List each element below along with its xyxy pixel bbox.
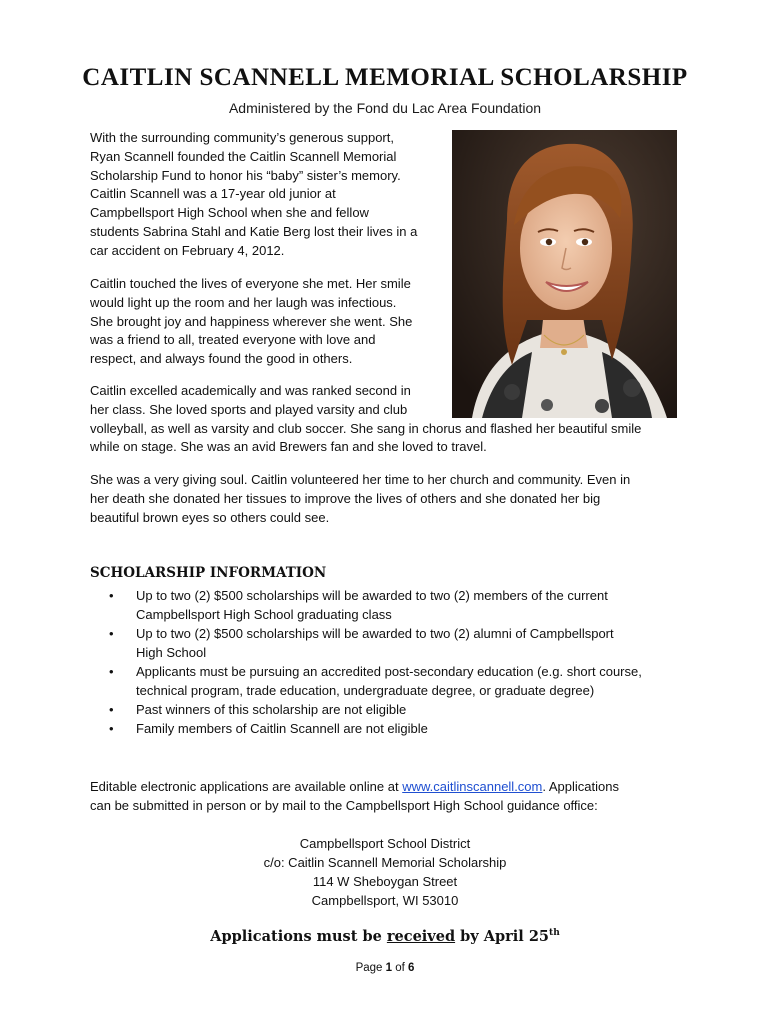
page-word: Page [355,962,386,974]
page-number [0,962,770,974]
deadline-emphasis: received [386,928,456,945]
text-line: beautiful brown eyes so others could see. [90,509,330,525]
text-line [90,778,619,797]
applications-text: . Applications [542,779,619,794]
portrait-photo-icon [452,130,677,418]
list-item [109,719,709,738]
address-line: 114 W Sheboygan Street [312,874,458,889]
mailing-address [0,834,770,910]
address-line: Campbellsport, WI 53010 [311,893,459,908]
applications-paragraph [90,778,619,816]
paragraph-founding [90,129,417,261]
text-line: car accident on February 4, 2012. [90,242,285,258]
of-word: of [392,962,409,974]
address-line: c/o: Caitlin Scannell Memorial Scholarship [263,855,507,870]
applications-text: Editable electronic applications are available online at [90,779,403,794]
paragraph-personality [90,275,412,369]
text-line: her class. She loved sports and played varsity and club [90,401,408,417]
address-line: Campbellsport School District [299,836,471,851]
text-line: Scholarship Fund to honor his “baby” sister’s memory. [90,167,401,183]
current-page: 1 [385,962,393,974]
text-line: Family members of Caitlin Scannell are not eligible [136,721,428,736]
portrait-photo [452,130,677,418]
text-line: would light up the room and her laugh was infectious. [90,294,397,310]
website-link[interactable]: www.caitlinscannell.com [402,779,543,794]
document-title: CAITLIN SCANNELL MEMORIAL SCHOLARSHIP [82,64,688,91]
deadline-superscript: th [549,928,560,939]
text-line: Campbellsport High School graduating class [136,607,392,622]
text-line: High School [136,645,207,660]
text-line: Up to two (2) $500 scholarships will be awarded to two (2) alumni of Campbellsport [136,626,614,641]
list-item [109,624,709,662]
text-line: Caitlin excelled academically and was ranked second in [90,383,411,398]
bullet-icon: • [109,588,114,603]
bullet-icon: • [109,626,114,641]
text-line: Campbellsport High School when she and fellow [90,205,369,221]
deadline-text: Applications must be [210,928,387,945]
text-line: Caitlin touched the lives of everyone she met. Her smile [90,276,411,291]
bullet-icon: • [109,702,114,717]
scholarship-info-list [109,586,709,738]
text-line: volleyball, as well as varsity and club soccer. She sang in chorus and flashed her beautiful smile [90,420,642,436]
bullet-icon: • [109,721,114,736]
text-line: technical program, trade education, undergraduate degree, or graduate degree) [136,683,595,698]
deadline-text: by April 25 [455,928,550,945]
list-item [109,700,709,719]
text-line: Past winners of this scholarship are not eligible [136,702,407,717]
text-line: Up to two (2) $500 scholarships will be awarded to two (2) members of the current [136,588,608,603]
text-line: She brought joy and happiness wherever she went. She [90,313,413,329]
list-item [109,662,709,700]
document-subtitle: Administered by the Fond du Lac Area Foundation [228,100,542,116]
paragraph-giving [90,471,630,527]
text-line: can be submitted in person or by mail to the Campbellsport High School guidance office: [90,797,598,813]
text-line: With the surrounding community’s generous support, [90,130,394,145]
text-line: while on stage. She was an avid Brewers fan and she loved to travel. [90,439,487,455]
text-line: her death she donated her tissues to improve the lives of others and she donated her big [90,490,601,506]
text-line: was a friend to all, treated everyone with love and [90,332,376,348]
list-item [109,586,709,624]
text-line: students Sabrina Stahl and Katie Berg lost their lives in a [90,223,418,239]
text-line: Caitlin Scannell was a 17-year old junior at [90,186,336,202]
text-line: Applicants must be pursuing an accredited post-secondary education (e.g. short course, [136,664,642,679]
scholarship-info-heading: SCHOLARSHIP INFORMATION [90,565,327,581]
bullet-icon: • [109,664,114,679]
text-line: respect, and always found the good in others. [90,351,353,367]
total-pages: 6 [408,962,415,974]
text-line: She was a very giving soul. Caitlin volunteered her time to her church and community. Even in [90,472,631,487]
text-line: Ryan Scannell founded the Caitlin Scannell Memorial [90,148,397,164]
application-deadline [0,928,770,945]
